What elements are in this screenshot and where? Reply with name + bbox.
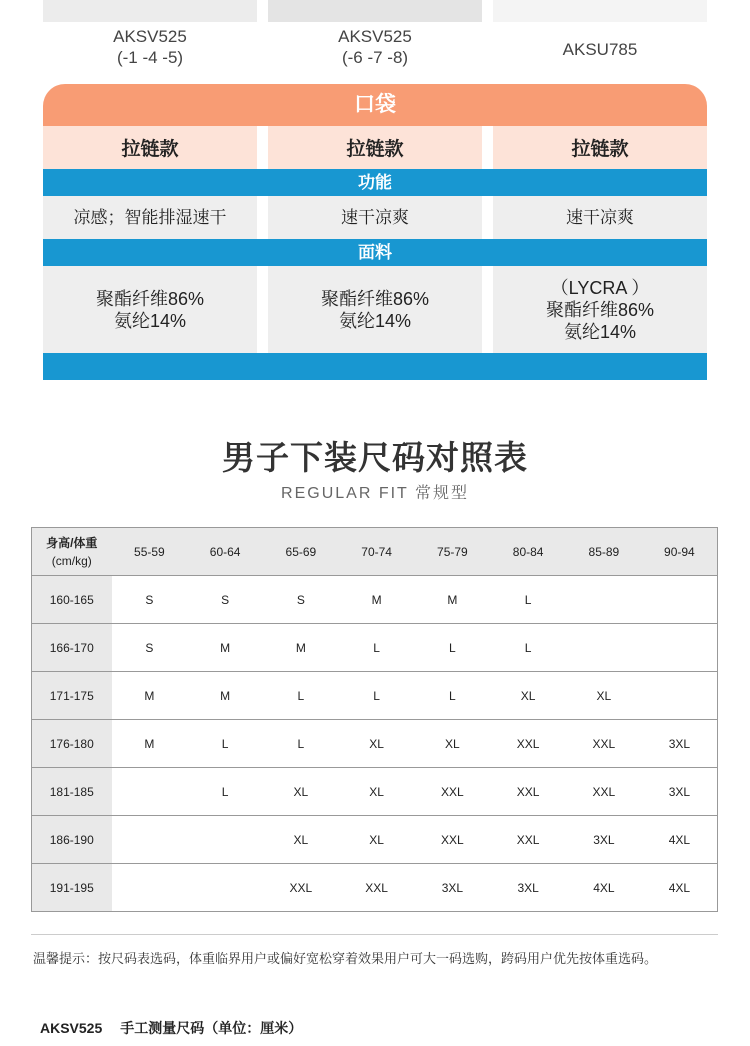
size-cell: XXL [566,768,642,816]
size-cell: L [187,768,263,816]
size-cell: XL [339,768,415,816]
table-row [32,816,718,864]
size-cell: XL [263,816,339,864]
fabric-line: 氨纶14% [338,310,412,331]
size-cell: 3XL [642,720,718,768]
size-cell: S [263,576,339,624]
fabric-line: （LYCRA ） [550,277,650,298]
size-cell: XXL [490,768,566,816]
weight-header: 65-69 [263,528,339,576]
height-cell: 191-195 [32,864,112,912]
size-cell: S [112,624,188,672]
function-cell-2: 速干凉爽 [268,196,482,239]
product-image-2 [268,0,482,22]
size-cell: M [415,576,491,624]
fabric-line: 聚酯纤维86% [320,288,430,309]
size-cell: 4XL [642,864,718,912]
size-cell [642,672,718,720]
size-cell [642,576,718,624]
product-model-1 [43,26,257,68]
fabric-line: 氨纶14% [563,321,637,342]
product-image-1 [43,0,257,22]
size-cell: XXL [415,816,491,864]
model-code: AKSV525 [338,27,412,46]
size-tip: 温馨提示：按尺码表选码，体重临界用户或偏好宽松穿着效果用户可大一码选购，跨码用户优先按体重选码。 [33,951,658,966]
function-cell-1: 凉感；智能排湿速干 [43,196,257,239]
weight-header: 85-89 [566,528,642,576]
size-chart-subtitle: REGULAR FIT 常规型 [281,485,469,502]
table-row [32,672,718,720]
size-cell: L [490,576,566,624]
table-row [32,720,718,768]
corner-label [32,528,112,576]
size-cell: 4XL [566,864,642,912]
table-row [32,576,718,624]
height-cell: 171-175 [32,672,112,720]
size-cell [187,816,263,864]
size-cell: M [187,672,263,720]
size-cell [566,576,642,624]
size-cell: XXL [339,864,415,912]
product-image-3 [493,0,707,22]
model-code: AKSV525 [113,27,187,46]
product-model-2 [268,26,482,68]
size-cell [187,864,263,912]
height-cell: 176-180 [32,720,112,768]
fabric-line: 聚酯纤维86% [95,288,205,309]
divider [31,934,718,935]
size-cell: L [263,720,339,768]
measurement-heading [40,1018,302,1038]
fabric-line: 氨纶14% [113,310,187,331]
pocket-cell-2: 拉链款 [268,126,482,169]
size-cell: XL [339,720,415,768]
size-cell [112,864,188,912]
table-row [32,768,718,816]
footer-model: AKSV525 [40,1020,103,1036]
weight-header: 60-64 [187,528,263,576]
size-cell: M [187,624,263,672]
height-cell: 160-165 [32,576,112,624]
fabric-cell-2 [268,266,482,353]
weight-header: 90-94 [642,528,718,576]
fabric-cell-1 [43,266,257,353]
table-row [32,864,718,912]
size-cell [642,624,718,672]
size-cell: XXL [566,720,642,768]
size-cell: XXL [263,864,339,912]
size-cell: M [112,720,188,768]
footer-label: 手工测量尺码（单位：厘米） [120,1020,303,1036]
size-cell: L [415,672,491,720]
size-cell: XL [263,768,339,816]
weight-header: 55-59 [112,528,188,576]
size-cell: 3XL [490,864,566,912]
weight-header: 70-74 [339,528,415,576]
size-cell: XXL [415,768,491,816]
model-code: AKSU785 [562,40,638,59]
size-cell: M [112,672,188,720]
size-cell [112,768,188,816]
size-cell: M [263,624,339,672]
size-cell: L [187,720,263,768]
model-variant: (-6 -7 -8) [341,48,409,67]
size-cell: XL [415,720,491,768]
table-footer-bar [43,353,707,380]
size-cell: L [415,624,491,672]
corner-line-2: (cm/kg) [51,553,92,568]
size-cell: 3XL [566,816,642,864]
size-cell: M [339,576,415,624]
size-chart-title: 男子下装尺码对照表 [222,439,528,476]
size-cell: L [263,672,339,720]
weight-header: 80-84 [490,528,566,576]
size-cell: S [187,576,263,624]
size-cell: XXL [490,816,566,864]
size-cell: L [339,624,415,672]
height-cell: 181-185 [32,768,112,816]
pocket-header: 口袋 [43,84,707,126]
weight-header: 75-79 [415,528,491,576]
size-cell [566,624,642,672]
product-model-3 [493,39,707,60]
function-cell-3: 速干凉爽 [493,196,707,239]
table-row [32,624,718,672]
size-cell: XXL [490,720,566,768]
size-cell: 4XL [642,816,718,864]
size-cell: XL [339,816,415,864]
fabric-cell-3 [493,266,707,353]
height-cell: 166-170 [32,624,112,672]
pocket-cell-1: 拉链款 [43,126,257,169]
size-cell: L [490,624,566,672]
pocket-cell-3: 拉链款 [493,126,707,169]
size-cell: XL [490,672,566,720]
model-variant: (-1 -4 -5) [116,48,184,67]
size-header-row [32,528,718,576]
size-cell: XL [566,672,642,720]
size-chart-table [31,527,718,912]
fabric-line: 聚酯纤维86% [545,299,655,320]
size-cell: S [112,576,188,624]
fabric-header: 面料 [43,239,707,266]
size-cell: 3XL [415,864,491,912]
height-cell: 186-190 [32,816,112,864]
corner-line-1: 身高/体重 [46,535,98,550]
size-cell: L [339,672,415,720]
function-header: 功能 [43,169,707,196]
size-cell [112,816,188,864]
size-cell: 3XL [642,768,718,816]
